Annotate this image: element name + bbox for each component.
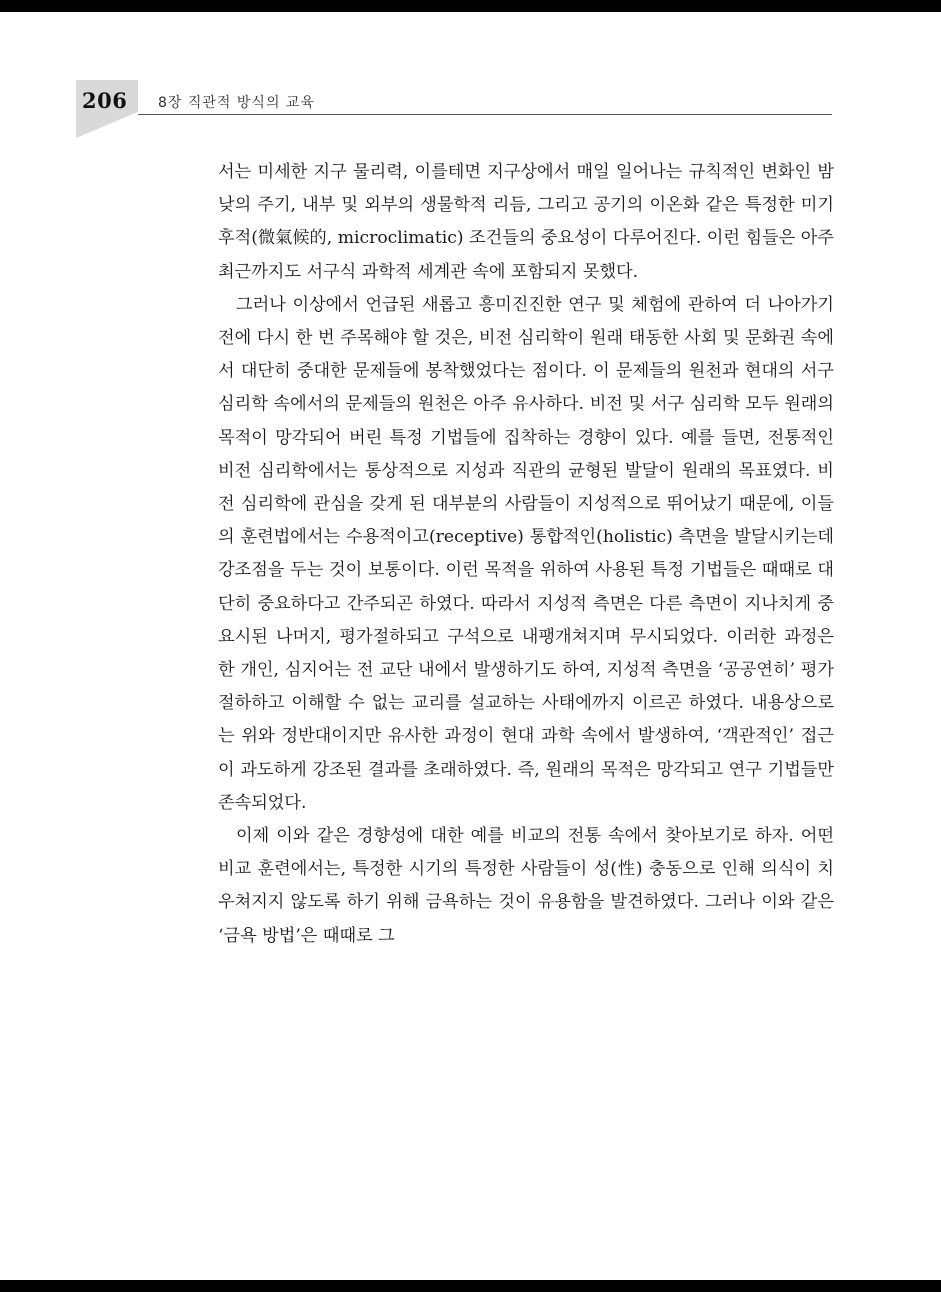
top-scan-border (0, 0, 941, 12)
header-rule (138, 114, 832, 115)
paragraph-continued: 서는 미세한 지구 물리력, 이를테면 지구상에서 매일 일어나는 규칙적인 변화인 밤낮의 주기, 내부 및 외부의 생물학적 리듬, 그리고 공기의 이온화 같은 특정한 미기후적(微氣候的, microclimatic) 조건들의 중요성이 다루어진다. 이런 힘들은 아주 최근까지도 서구식 과학적 세계관 속에 포함되지 못했다. (218, 162, 834, 282)
paragraph: 그러나 이상에서 언급된 새롭고 흥미진진한 연구 및 체험에 관하여 더 나아가기 전에 다시 한 번 주목해야 할 것은, 비전 심리학이 원래 태동한 사회 및 문화권 속에서 대단히 중대한 문제들에 봉착했었다는 점이다. 이 문제들의 원천과 현대의 서구 심리학 속에서의 문제들의 원천은 아주 유사하다. 비전 및 서구 심리학 모두 원래의 목적이 망각되어 버린 특정 기법들에 집착하는 경향이 있다. 예를 들면, 전통적인 비전 심리학에서는 통상적으로 지성과 직관의 균형된 발달이 원래의 목표였다. 비전 심리학에 관심을 갖게 된 대부분의 사람들이 지성적으로 뛰어났기 때문에, 이들의 훈련법에서는 수용적이고(receptive) 통합적인(holistic) 측면을 발달시키는데 강조점을 두는 것이 보통이다. 이런 목적을 위하여 사용된 특정 기법들은 때때로 대단히 중요하다고 간주되곤 하였다. 따라서 지성적 측면은 다른 측면이 지나치게 중요시된 나머지, 평가절하되고 구석으로 내팽개쳐지며 무시되었다. 이러한 과정은 한 개인, 심지어는 전 교단 내에서 발생하기도 하여, 지성적 측면을 ‘공공연히’ 평가절하하고 이해할 수 없는 교리를 설교하는 사태에까지 이르곤 하였다. 내용상으로는 위와 정반대이지만 유사한 과정이 현대 과학 속에서 발생하여, ‘객관적인’ 접근이 과도하게 강조된 결과를 초래하였다. 즉, 원래의 목적은 망각되고 연구 기법들만 존속되었다. (218, 294, 834, 813)
bottom-scan-border (0, 1280, 941, 1292)
paragraph: 이제 이와 같은 경향성에 대한 예를 비교의 전통 속에서 찾아보기로 하자. 어떤 비교 훈련에서는, 특정한 시기의 특정한 사람들이 성(性) 충동으로 인해 의식이 치우쳐지지 않도록 하기 위해 금욕하는 것이 유용함을 발견하였다. 그러나 이와 같은 ‘금욕 방법’은 때때로 그 (218, 826, 834, 946)
body-text (218, 156, 834, 953)
running-header-chapter-title: 8장 직관적 방식의 교육 (158, 95, 315, 111)
page-number: 206 (82, 88, 128, 113)
